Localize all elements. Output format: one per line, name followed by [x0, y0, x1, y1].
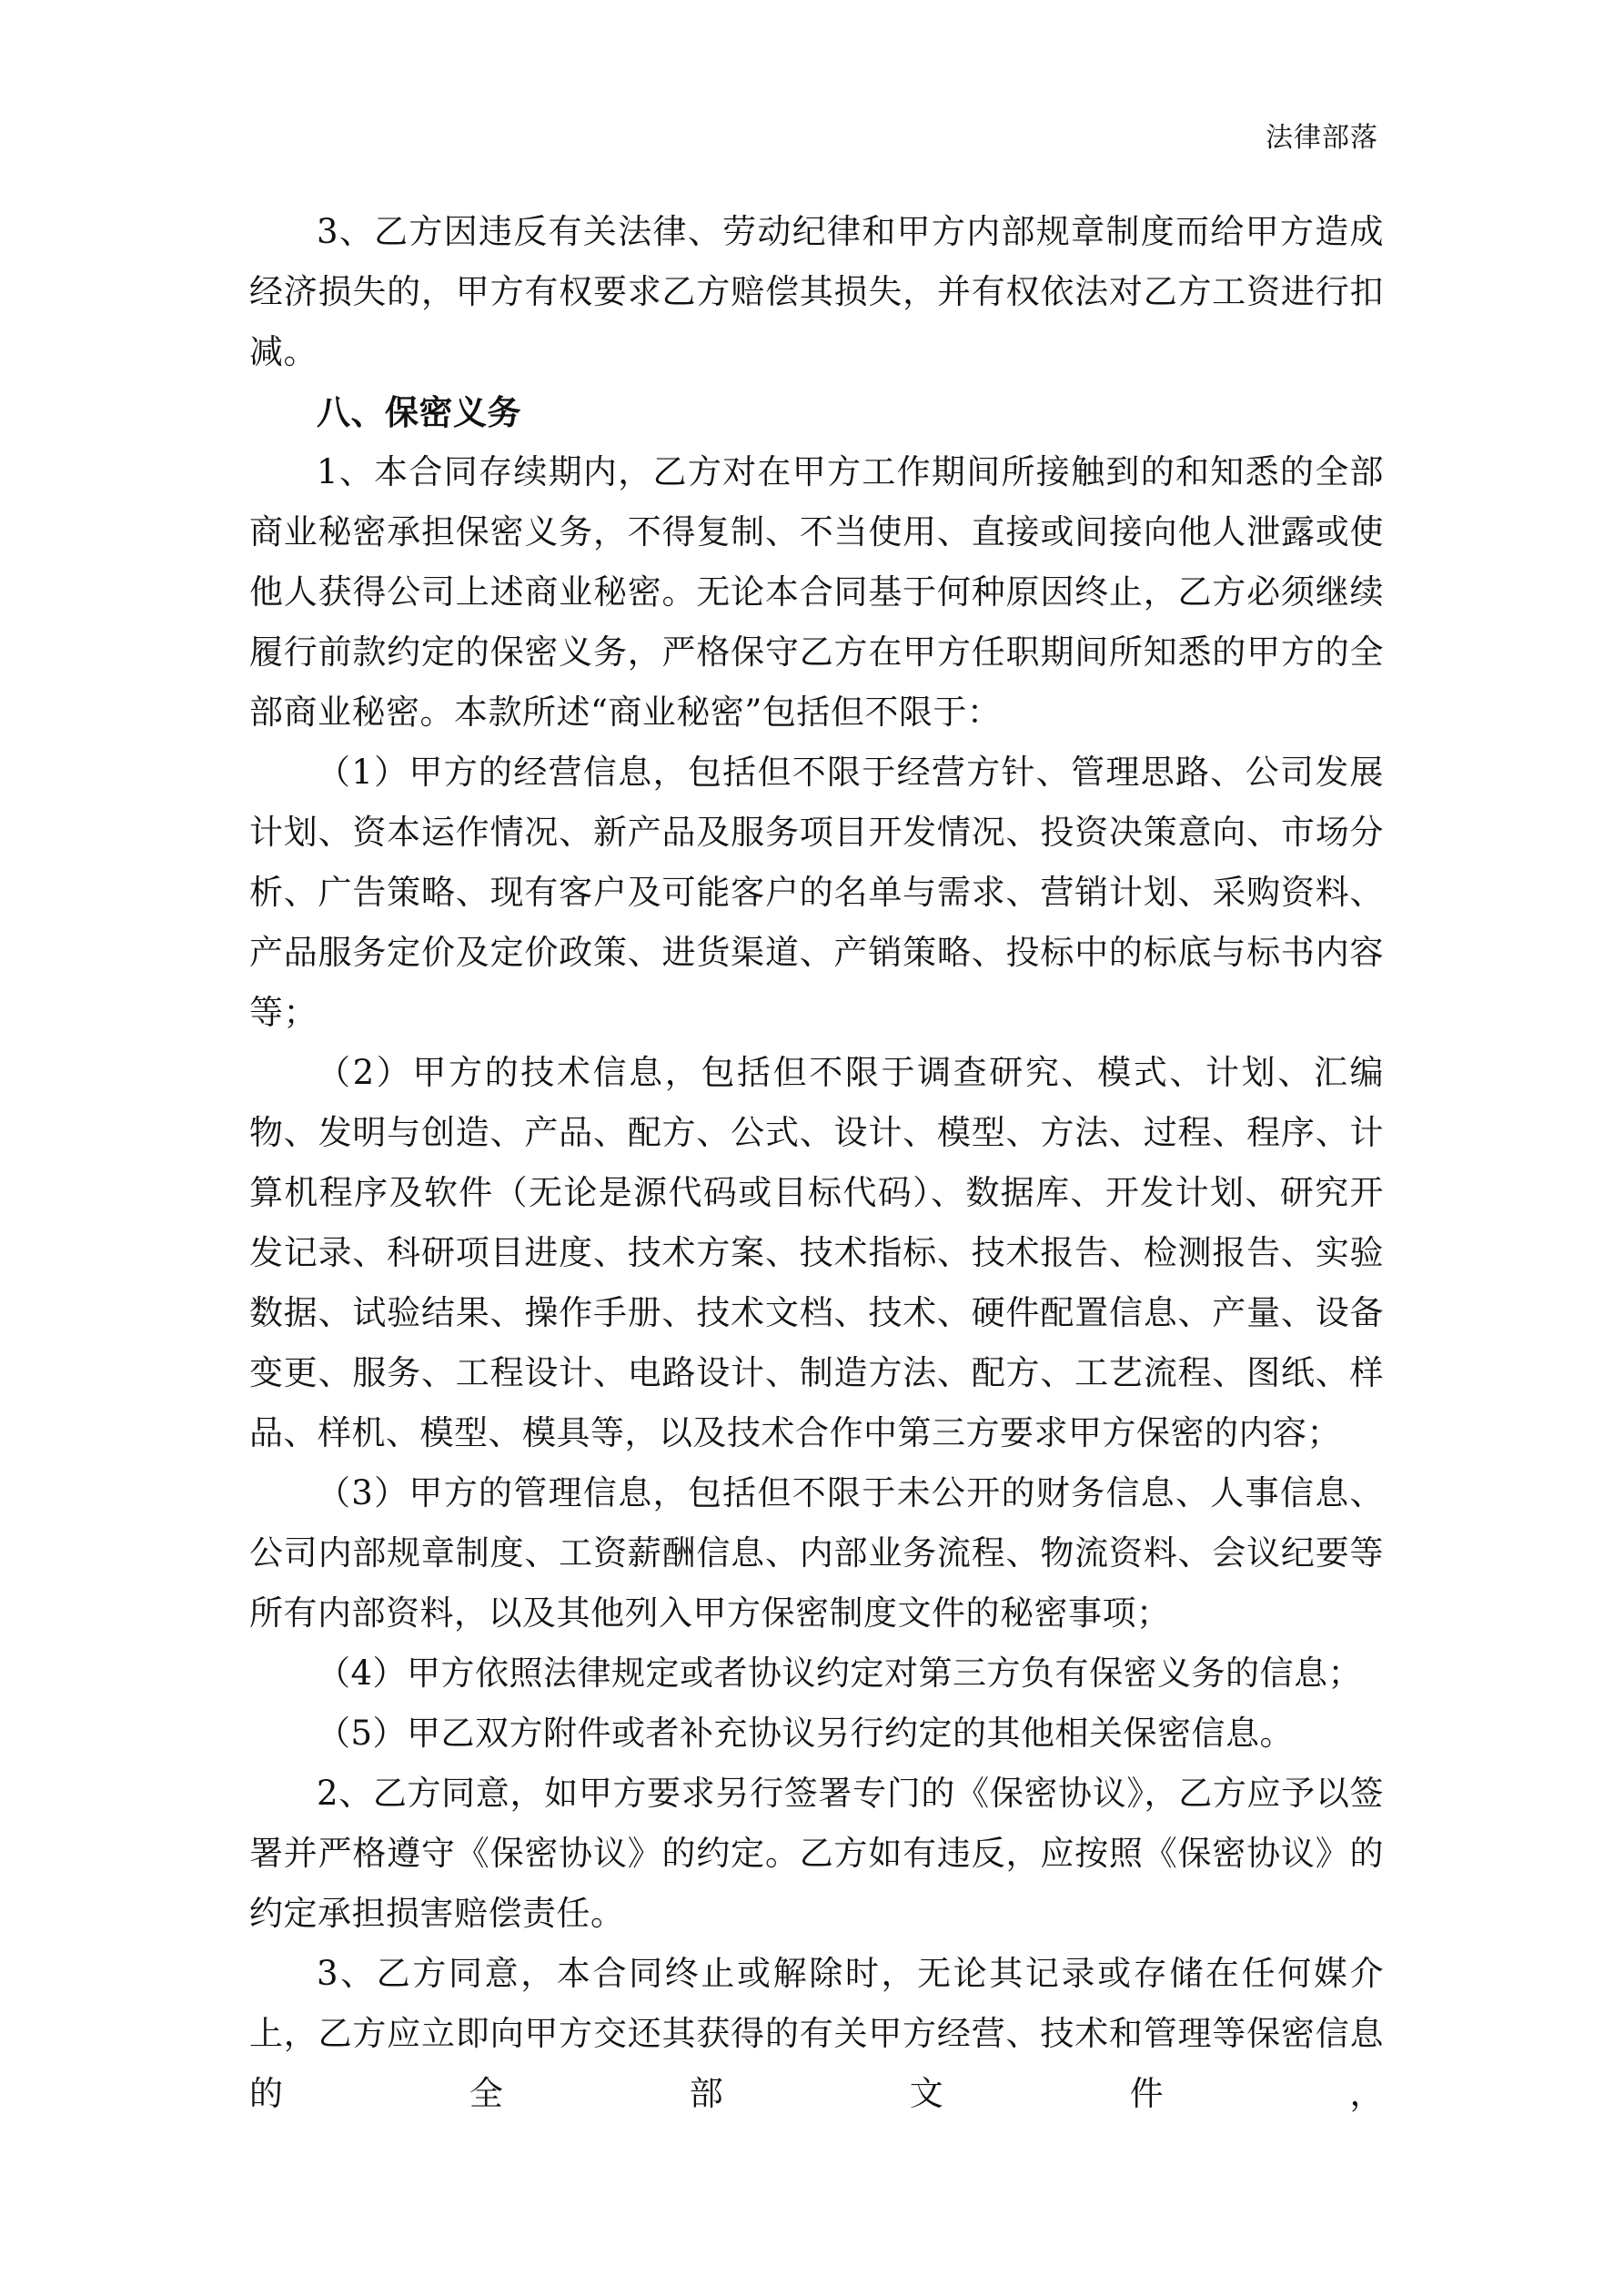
- list-item-third-party-info: （4）甲方依照法律规定或者协议约定对第三方负有保密义务的信息；: [317, 1654, 1363, 1693]
- list-item-business-info: （1）甲方的经营信息，包括但不限于经营方针、管理思路、公司发展计划、资本运作情况、新产品及服务项目开发情况、投资决策意向、市场分析、广告策略、现有客户及可能客户的名单与需求、营销计划、采购资料、产品服务定价及定价政策、进货渠道、产销策略、投标中的标底与标书内容等；: [249, 753, 1384, 1032]
- paragraph-confidentiality-3: 3、乙方同意，本合同终止或解除时，无论其记录或存储在任何媒介上，乙方应立即向甲方交还其获得的有关甲方经营、技术和管理等保密信息的全部文件，: [249, 1954, 1384, 2113]
- list-item-technical-info: （2）甲方的技术信息，包括但不限于调查研究、模式、计划、汇编物、发明与创造、产品、配方、公式、设计、模型、方法、过程、程序、计算机程序及软件（无论是源代码或目标代码）、数据库、开发计划、研究开发记录、科研项目进度、技术方案、技术指标、技术报告、检测报告、实验数据、试验结果、操作手册、技术文档、技术、硬件配置信息、产量、设备变更、服务、工程设计、电路设计、制造方法、配方、工艺流程、图纸、样品、样机、模型、模具等，以及技术合作中第三方要求甲方保密的内容；: [249, 1053, 1384, 1452]
- document-body: [249, 202, 1384, 2124]
- paragraph-compensation: 3、乙方因违反有关法律、劳动纪律和甲方内部规章制度而给甲方造成经济损失的，甲方有权要求乙方赔偿其损失，并有权依法对乙方工资进行扣减。: [249, 212, 1384, 371]
- paragraph-confidentiality-2: 2、乙方同意，如甲方要求另行签署专门的《保密协议》，乙方应予以签署并严格遵守《保密协议》的约定。乙方如有违反，应按照《保密协议》的约定承担损害赔偿责任。: [249, 1774, 1384, 1933]
- section-heading-confidentiality: 八、保密义务: [317, 392, 521, 432]
- paragraph-confidentiality-1: 1、本合同存续期内，乙方对在甲方工作期间所接触到的和知悉的全部商业秘密承担保密义务，不得复制、不当使用、直接或间接向他人泄露或使他人获得公司上述商业秘密。无论本合同基于何种原因终止，乙方必须继续履行前款约定的保密义务，严格保守乙方在甲方任职期间所知悉的甲方的全部商业秘密。本款所述“商业秘密”包括但不限于：: [249, 452, 1384, 732]
- page-header: 法律部落: [1266, 122, 1378, 154]
- list-item-other-info: （5）甲乙双方附件或者补充协议另行约定的其他相关保密信息。: [317, 1714, 1295, 1753]
- list-item-management-info: （3）甲方的管理信息，包括但不限于未公开的财务信息、人事信息、公司内部规章制度、工资薪酬信息、内部业务流程、物流资料、会议纪要等所有内部资料，以及其他列入甲方保密制度文件的秘密事项；: [249, 1473, 1384, 1633]
